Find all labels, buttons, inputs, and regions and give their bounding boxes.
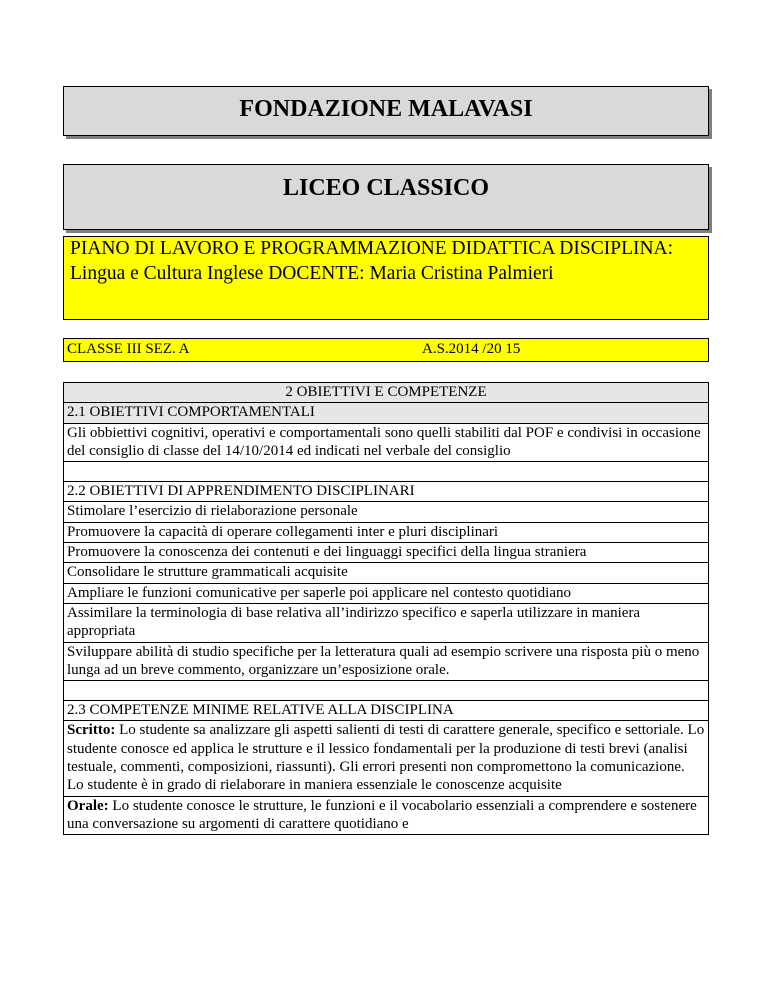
objective-item: Stimolare l’esercizio di rielaborazione personale <box>64 502 709 522</box>
objective-item: Assimilare la terminologia di base relativa all’indirizzo specifico e saperla utilizzare in maniera appropriata <box>64 603 709 642</box>
written-label: Scritto: <box>67 722 116 739</box>
school-title-text: LICEO CLASSICO <box>282 175 490 201</box>
section-2-title: 2 OBIETTIVI E COMPETENZE <box>64 383 709 403</box>
section-2-3-heading: 2.3 COMPETENZE MINIME RELATIVE ALLA DISCIPLINA <box>64 701 709 721</box>
plan-text: PIANO DI LAVORO E PROGRAMMAZIONE DIDATTICA DISCIPLINA: Lingua e Cultura Inglese DOCENTE: Maria Cristina Palmieri <box>70 238 674 284</box>
foundation-title <box>63 86 709 136</box>
oral-competence <box>64 796 709 835</box>
section-2-1-text: Gli obbiettivi cognitivi, operativi e comportamentali sono quelli stabiliti dal POF e condivisi in occasione del consiglio di classe del 14/10/2014 ed indicati nel verbale del consiglio <box>64 423 709 462</box>
objective-item: Sviluppare abilità di studio specifiche per la letteratura quali ad esempio scrivere una risposta più o meno lunga ad un breve commento, organizzare un’esposizione orale. <box>64 642 709 681</box>
spacer-row <box>64 681 709 701</box>
objectives-table <box>63 382 709 835</box>
school-title <box>63 164 709 230</box>
section-2-1-heading: 2.1 OBIETTIVI COMPORTAMENTALI <box>64 403 709 423</box>
oral-text: Lo studente conosce le strutture, le funzioni e il vocabolario essenziali a comprendere e sostenere una conversazione su argomenti di carattere quotidiano e <box>67 797 697 832</box>
written-competence <box>64 721 709 796</box>
school-year: A.S.2014 /20 15 <box>422 341 521 357</box>
foundation-title-text: FONDAZIONE MALAVASI <box>239 96 533 122</box>
objective-item: Ampliare le funzioni comunicative per saperle poi applicare nel contesto quotidiano <box>64 583 709 603</box>
plan-box <box>63 236 709 320</box>
objective-item: Promuovere la conoscenza dei contenuti e dei linguaggi specifici della lingua straniera <box>64 543 709 563</box>
spacer-row <box>64 462 709 482</box>
oral-label: Orale: <box>67 797 109 814</box>
written-text: Lo studente sa analizzare gli aspetti salienti di testi di carattere generale, specifico e settoriale. Lo studente conosce ed applica le strutture e il lessico fondamentali per la produzione di testi brevi (analisi testuale, commenti, composizioni, riassunti). Gli errori presenti non compromettono la comunicazione. Lo studente è in grado di rielaborare in maniera essenziale le conoscenze acquisite <box>67 722 705 794</box>
section-2-2-heading: 2.2 OBIETTIVI DI APPRENDIMENTO DISCIPLINARI <box>64 482 709 502</box>
class-section: CLASSE III SEZ. A <box>67 341 190 357</box>
class-info-box <box>63 338 709 362</box>
objective-item: Promuovere la capacità di operare collegamenti inter e pluri disciplinari <box>64 522 709 542</box>
objective-item: Consolidare le strutture grammaticali acquisite <box>64 563 709 583</box>
